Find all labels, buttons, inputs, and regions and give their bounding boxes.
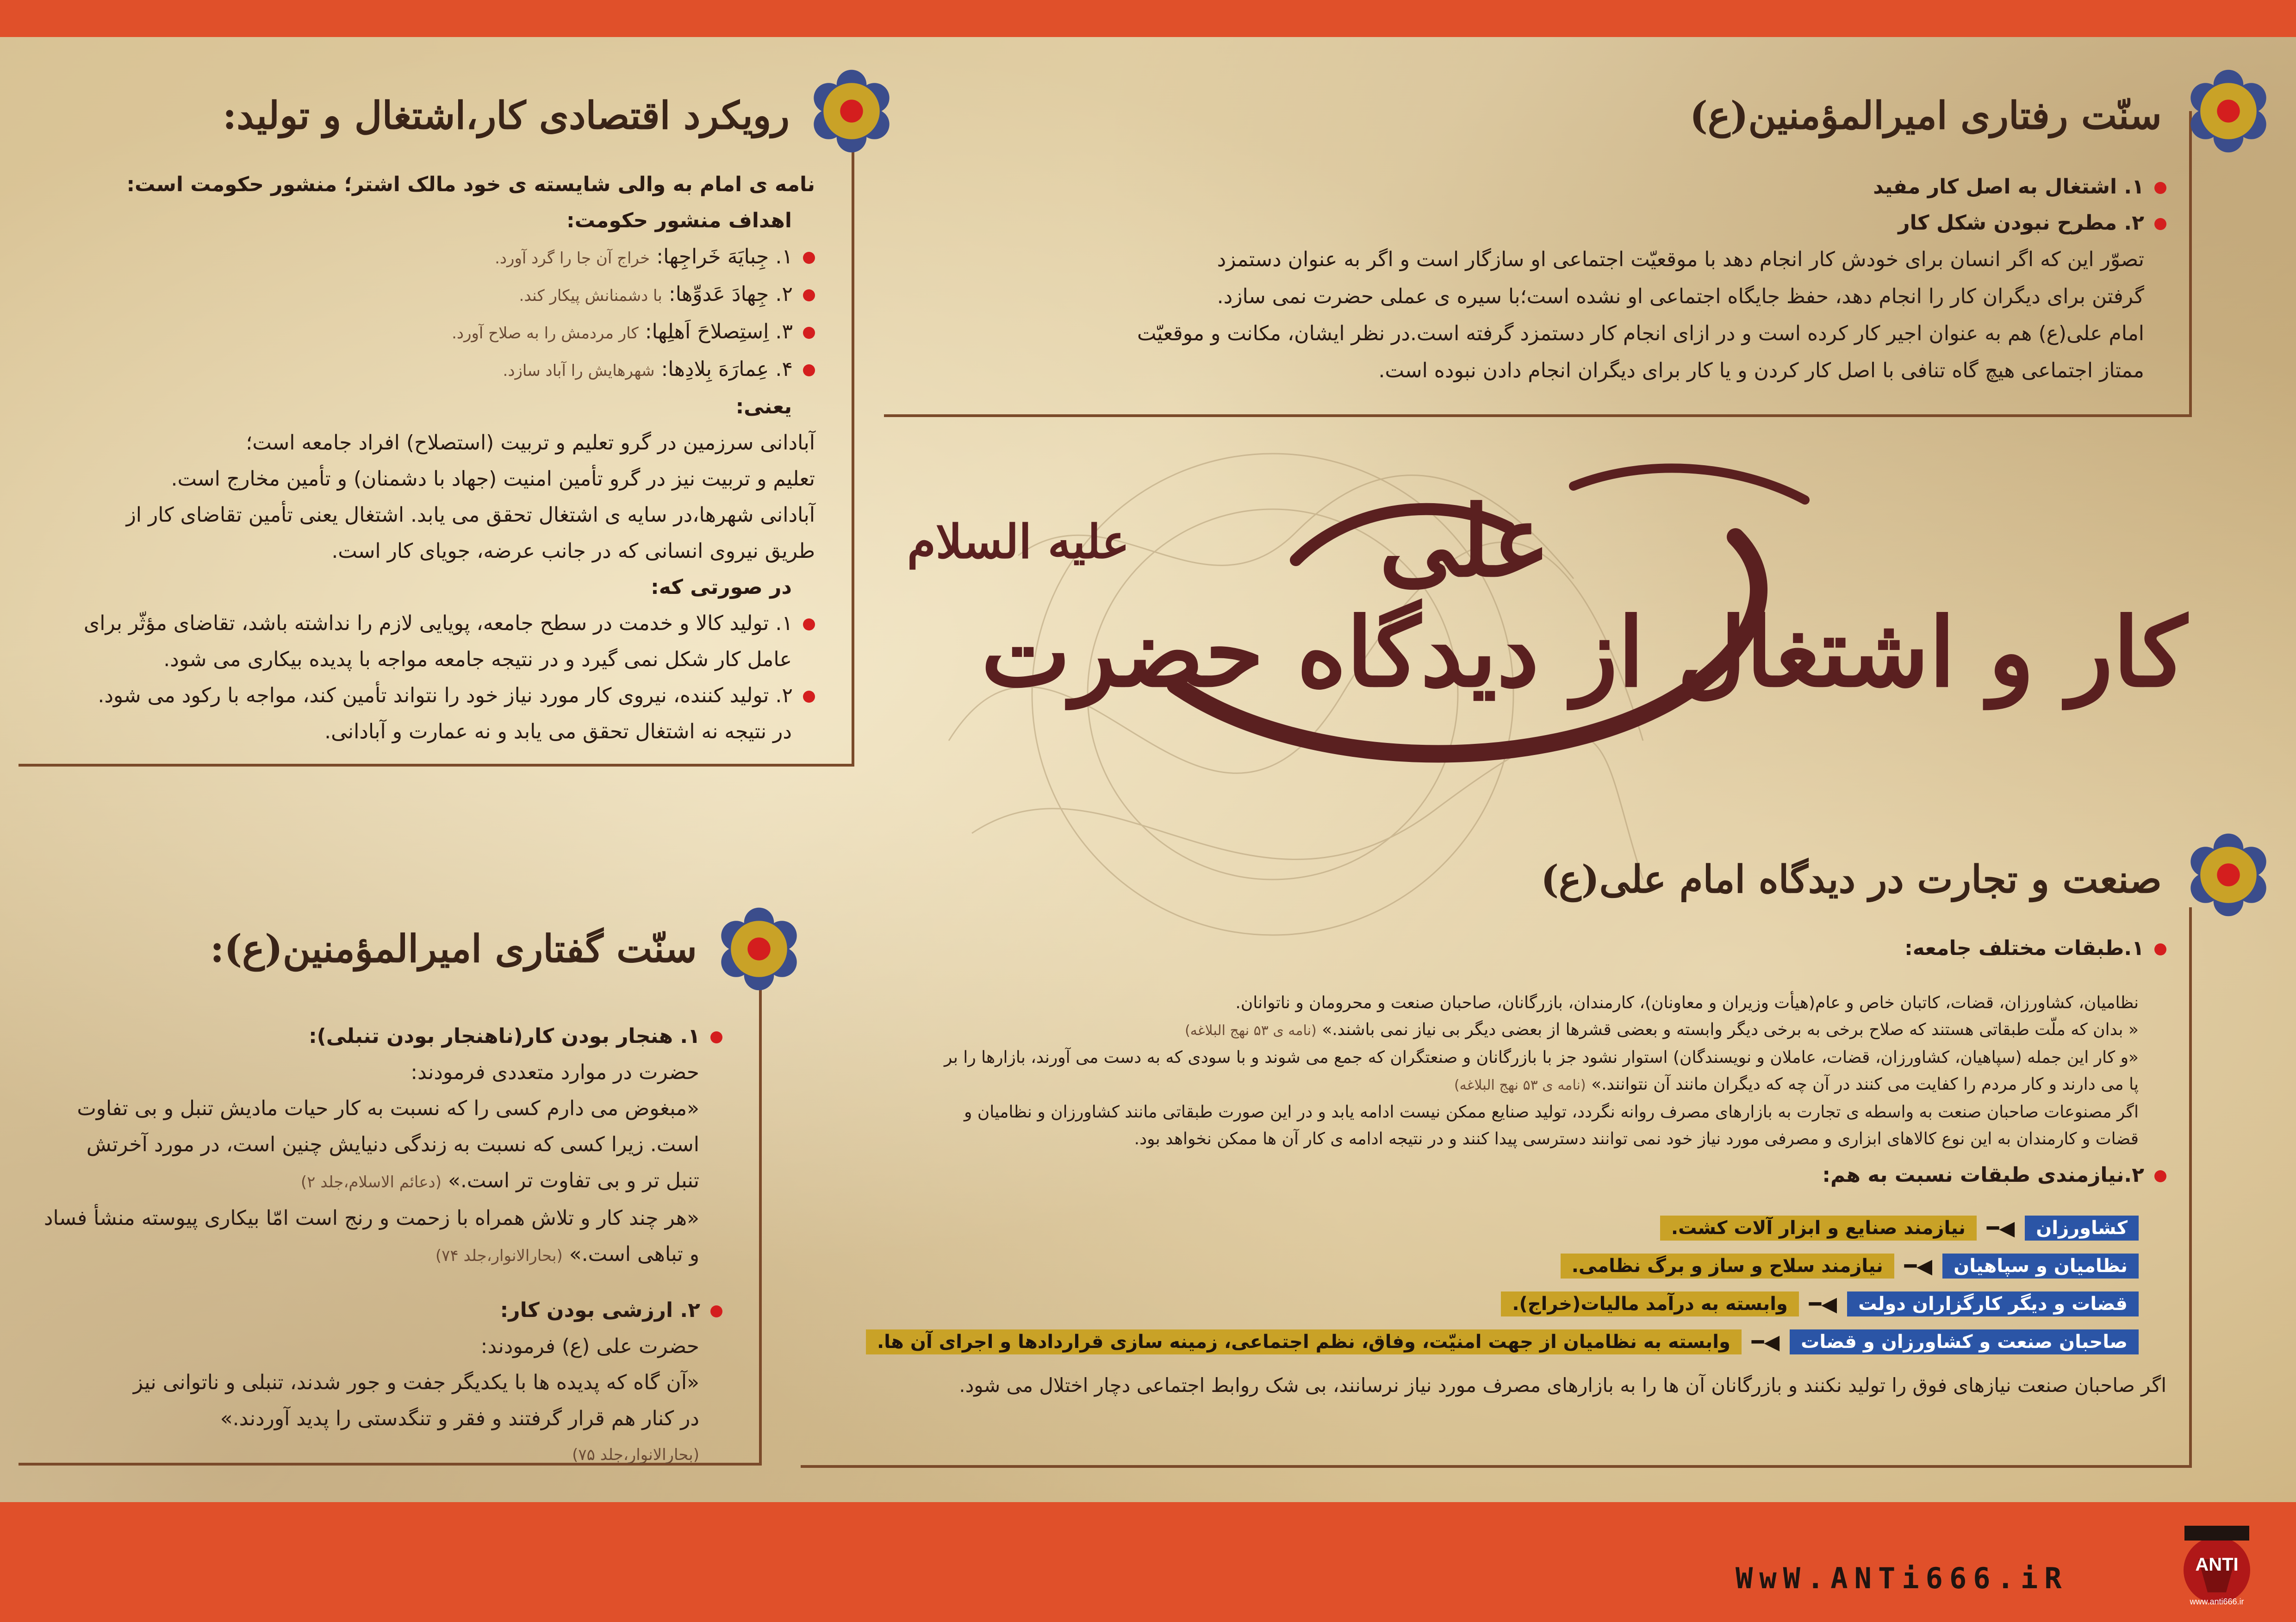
logo-caption: www.anti666.ir [2190,1597,2244,1606]
top-right-heading: سنّت رفتاری امیرالمؤمنین(ع) [1690,94,2162,138]
bullet-icon [2154,943,2166,955]
meaning-line: آبادانی شهرها،در سایه ی اشتغال تحقق می یابد. اشتغال یعنی تأمین تقاضای کار از [126,503,815,527]
quote-reference: (دعائم الاسلام،جلد ۲) [300,1173,442,1192]
arrow-left-icon: ◀━ [1904,1254,1933,1278]
top-right-content [861,169,2166,389]
bullet-icon [710,1031,722,1043]
meaning-line: آبادانی سرزمین در گرو تعلیم و تربیت (استصلاح) افراد جامعه است؛ [246,431,815,455]
meaning-title: یعنی: [735,395,792,418]
bullet-icon [803,327,815,339]
need-group-label: صاحبان صنعت و کشاورزان و قضات [1790,1329,2139,1354]
quote-line: «هر چند کار و تلاش همراه با زحمت و رنج است امّا بیکاری پیوسته منشأ فساد [44,1206,699,1230]
case-item-cont: در نتیجه نه اشتغال تحقق می یابد و نه عمارت و آبادانی. [324,720,792,743]
meaning-line: طریق نیروی انسانی که در جانب عرضه، جویای کار است. [331,539,815,563]
main-title-honorific: علیه السلام [907,514,1130,569]
top-right-paragraph-line: تصوّر این که اگر انسان برای خودش کار انجام دهد با موقعیّت اجتماعی او سازگار است و اگر به عنوان دستمزد [1217,248,2144,271]
quote-line: «آن گاه که پدیده ها با یکدیگر جفت و جور شدند، تنبلی و ناتوانی نیز [133,1371,699,1394]
need-row [787,1288,2139,1320]
bullet-icon [803,364,815,376]
top-band [0,0,2296,37]
top-left-heading: رویکرد اقتصادی کار،اشتغال و تولید: [222,94,790,138]
bullet-icon [2154,218,2166,230]
top-right-paragraph-line: ممتاز اجتماعی هیچ گاه تنافی با اصل کار کردن و یا کار برای دیگران انجام دادن نبوده است. [1378,359,2144,382]
need-row [787,1326,2139,1358]
bottom-right-heading: صنعت و تجارت در دیدگاه امام علی(ع) [1541,857,2162,902]
quote-reference: (نامه ی ۵۳ نهج البلاغه) [1185,1023,1317,1039]
bullet-icon [2154,182,2166,194]
quote-line: در کنار هم قرار گرفتند و فقر و تنگدستی را پدید آوردند.» [220,1407,699,1430]
rosette-icon [808,67,896,155]
quote-line: حضرت در موارد متعددی فرمودند: [411,1061,699,1084]
top-left-intro: نامه ی امام به والی شایسته ی خود مالک اشتر؛ منشور حکومت است: [126,173,815,196]
needs-list [787,1212,2166,1358]
goal-item: ۱. جِبایَهَ خَراجِها: خراج آن جا را گرد آورد. [28,239,815,276]
bottom-left-item2: ۲. ارزشی بودن کار: [28,1292,722,1329]
class-line: پا می دارند و کار مردم را کفایت می کنند در آن چه که دیگران مانند آن نتوانند.» (نامه ی ۵۳ نهج البلاغه) [1454,1075,2139,1094]
main-title-line1: کار و اشتغال از دیدگاه حضرت [981,597,2187,708]
goals-title: اهداف منشور حکومت: [566,209,792,232]
top-right-paragraph-line: امام علی(ع) هم به عنوان اجیر کار کرده است و در ازای انجام کار دستمزد گرفته است.در نظر ایشان، مکانت و موقعیّت [1137,322,2144,345]
rosette-icon [2184,831,2272,919]
logo [2171,1518,2263,1611]
bottom-left-item1: ۱. هنجار بودن کار(ناهنجار بودن تنبلی): [28,1018,722,1054]
top-left-content [28,167,815,750]
case-item-cont: عامل کار شکل نمی گیرد و در نتیجه جامعه مواجه با پدیده بیکاری می شود. [163,648,792,671]
quote-line: تنبل تر و بی تفاوت تر است.» (دعائم الاسلام،جلد ۲) [300,1169,699,1192]
quote-line: حضرت علی (ع) فرمودند: [480,1335,699,1358]
logo-text: ANTI [2195,1554,2239,1575]
goal-item: ۴. عِمارَهَ بِلادِها: شهرهایش را آباد سازد. [28,351,815,389]
footer-url[interactable]: WwW.ANTi666.iR [1736,1561,2068,1595]
bullet-icon [803,289,815,301]
class-line: « بدان که ملّت طبقاتی هستند که صلاح برخی به برخی دیگر وابسته و بعضی قشرها از بعضی دیگر بی نیاز نمی باشند.» (نامه ی ۵۳ نهج البلاغه) [1185,1020,2139,1039]
class-line: اگر مصنوعات صاحبان صنعت به واسطه ی تجارت به بازارهای مصرف روانه نگردد، تولید صنایع ممکن نیست ادامه یابد و در این صورت طبقاتی مانند کشاورزان و نظامیان و [964,1103,2139,1122]
class-line: نظامیان، کشاورزان، قضات، کاتبان خاص و عام(هیأت وزیران و معاونان)، کارمندان، بازرگانان، صاحبان صنعت و محرومان و ناتوانان. [1235,993,2139,1012]
meaning-line: تعلیم و تربیت نیز در گرو تأمین امنیت (جهاد با دشمنان) و تأمین مخارج است. [171,467,815,491]
need-group-label: قضات و دیگر کارگزاران دولت [1847,1291,2139,1316]
conclusion-text: اگر صاحبان صنعت نیازهای فوق را تولید نکنند و بازرگانان آن ها را به بازارهای مصرف مورد نیاز نرسانند، بی شک روابط اجتماعی دچار اختلال می شود. [959,1374,2166,1397]
need-description: نیازمند سلاح و ساز و برگ نظامی. [1561,1254,1894,1279]
arrow-left-icon: ◀━ [1751,1330,1780,1354]
bullet-icon [803,691,815,703]
quote-line: «مبغوض می دارم کسی را که نسبت به کار حیات مادیش تنبل و بی تفاوت [77,1097,699,1120]
bullet-icon [710,1305,722,1317]
quote-line: و تباهی است.» (بحارالانوار،جلد ۷۴) [435,1242,699,1266]
bottom-right-item2: ۲.نیازمندی طبقات نسبت به هم: [787,1157,2166,1193]
quote-line: است. زیرا کسی که نسبت به زندگی دنیایش چنین است، در مورد آخرتش [86,1133,699,1156]
need-description: وابسته به نظامیان از جهت امنیّت، وفاق، نظم اجتماعی، زمینه سازی قراردادها و اجرای آن ها. [866,1329,1742,1354]
class-line: «و کار این جمله (سپاهیان، کشاورزان، قضات، عاملان و نویسندگان) استوار نشود جز با بازرگانان و صنعتگران که جمع می شوند و با سودی که به دست می آورند، بازارها را بر [944,1048,2139,1067]
need-description: نیازمند صنایع و ابزار آلات کشت. [1660,1216,1977,1241]
main-title-line2: علی [1379,484,1550,599]
quote-reference: (بحارالانوار،جلد ۷۴) [435,1247,563,1265]
need-row [787,1250,2139,1282]
class-line: قضات و کارمندان به این نوع کالاهای ابزاری و مصرفی مورد نیاز خود نمی توانند دسترسی پیدا کنند و در نتیجه ادامه ی کار آن ها ممکن نخواهد بود. [1134,1129,2139,1148]
arrow-left-icon: ◀━ [1809,1292,1837,1316]
bullet-icon [803,252,815,264]
quote-reference: (نامه ی ۵۳ نهج البلاغه) [1454,1077,1586,1093]
top-right-paragraph-line: گرفتن برای دیگران کار را انجام دهد، حفظ جایگاه اجتماعی او نشده است؛با سیره ی عملی حضرت نمی سازد. [1217,285,2144,308]
need-description: وابسته به درآمد مالیات(خراج). [1501,1291,1798,1316]
goal-item: ۳. اِستِصلاحَ اَهلِها: کار مردمش را به صلاح آورد. [28,314,815,351]
bottom-right-item1: ۱.طبقات مختلف جامعه: [787,930,2166,967]
need-group-label: نظامیان و سپاهیان [1942,1254,2139,1279]
bullet-icon [2154,1170,2166,1182]
goal-item: ۲. جِهادَ عَدوِّها: با دشمنانش پیکار کند. [28,276,815,314]
case-item: ۱. تولید کالا و خدمت در سطح جامعه، پویایی لازم را نداشته باشد، تقاضای مؤثّر برای [28,605,815,642]
top-right-item: ۲. مطرح نبودن شکل کار [861,205,2166,241]
quote-reference: (بحارالانوار،جلد ۷۵) [572,1446,699,1464]
top-right-item: ۱. اشتغال به اصل کار مفید [861,169,2166,205]
need-row [787,1212,2139,1244]
case-title: در صورتی که: [651,575,792,599]
bullet-icon [803,618,815,630]
case-item: ۲. تولید کننده، نیروی کار مورد نیاز خود را نتواند تأمین کند، مواجه با رکود می شود. [28,678,815,714]
bottom-right-content [787,930,2166,1404]
rosette-icon [2184,67,2272,155]
bottom-left-heading: سنّت گفتاری امیرالمؤمنین(ع): [210,927,697,971]
need-group-label: کشاورزان [2025,1216,2139,1241]
bottom-left-content [28,1018,722,1473]
arrow-left-icon: ◀━ [1986,1216,2015,1240]
